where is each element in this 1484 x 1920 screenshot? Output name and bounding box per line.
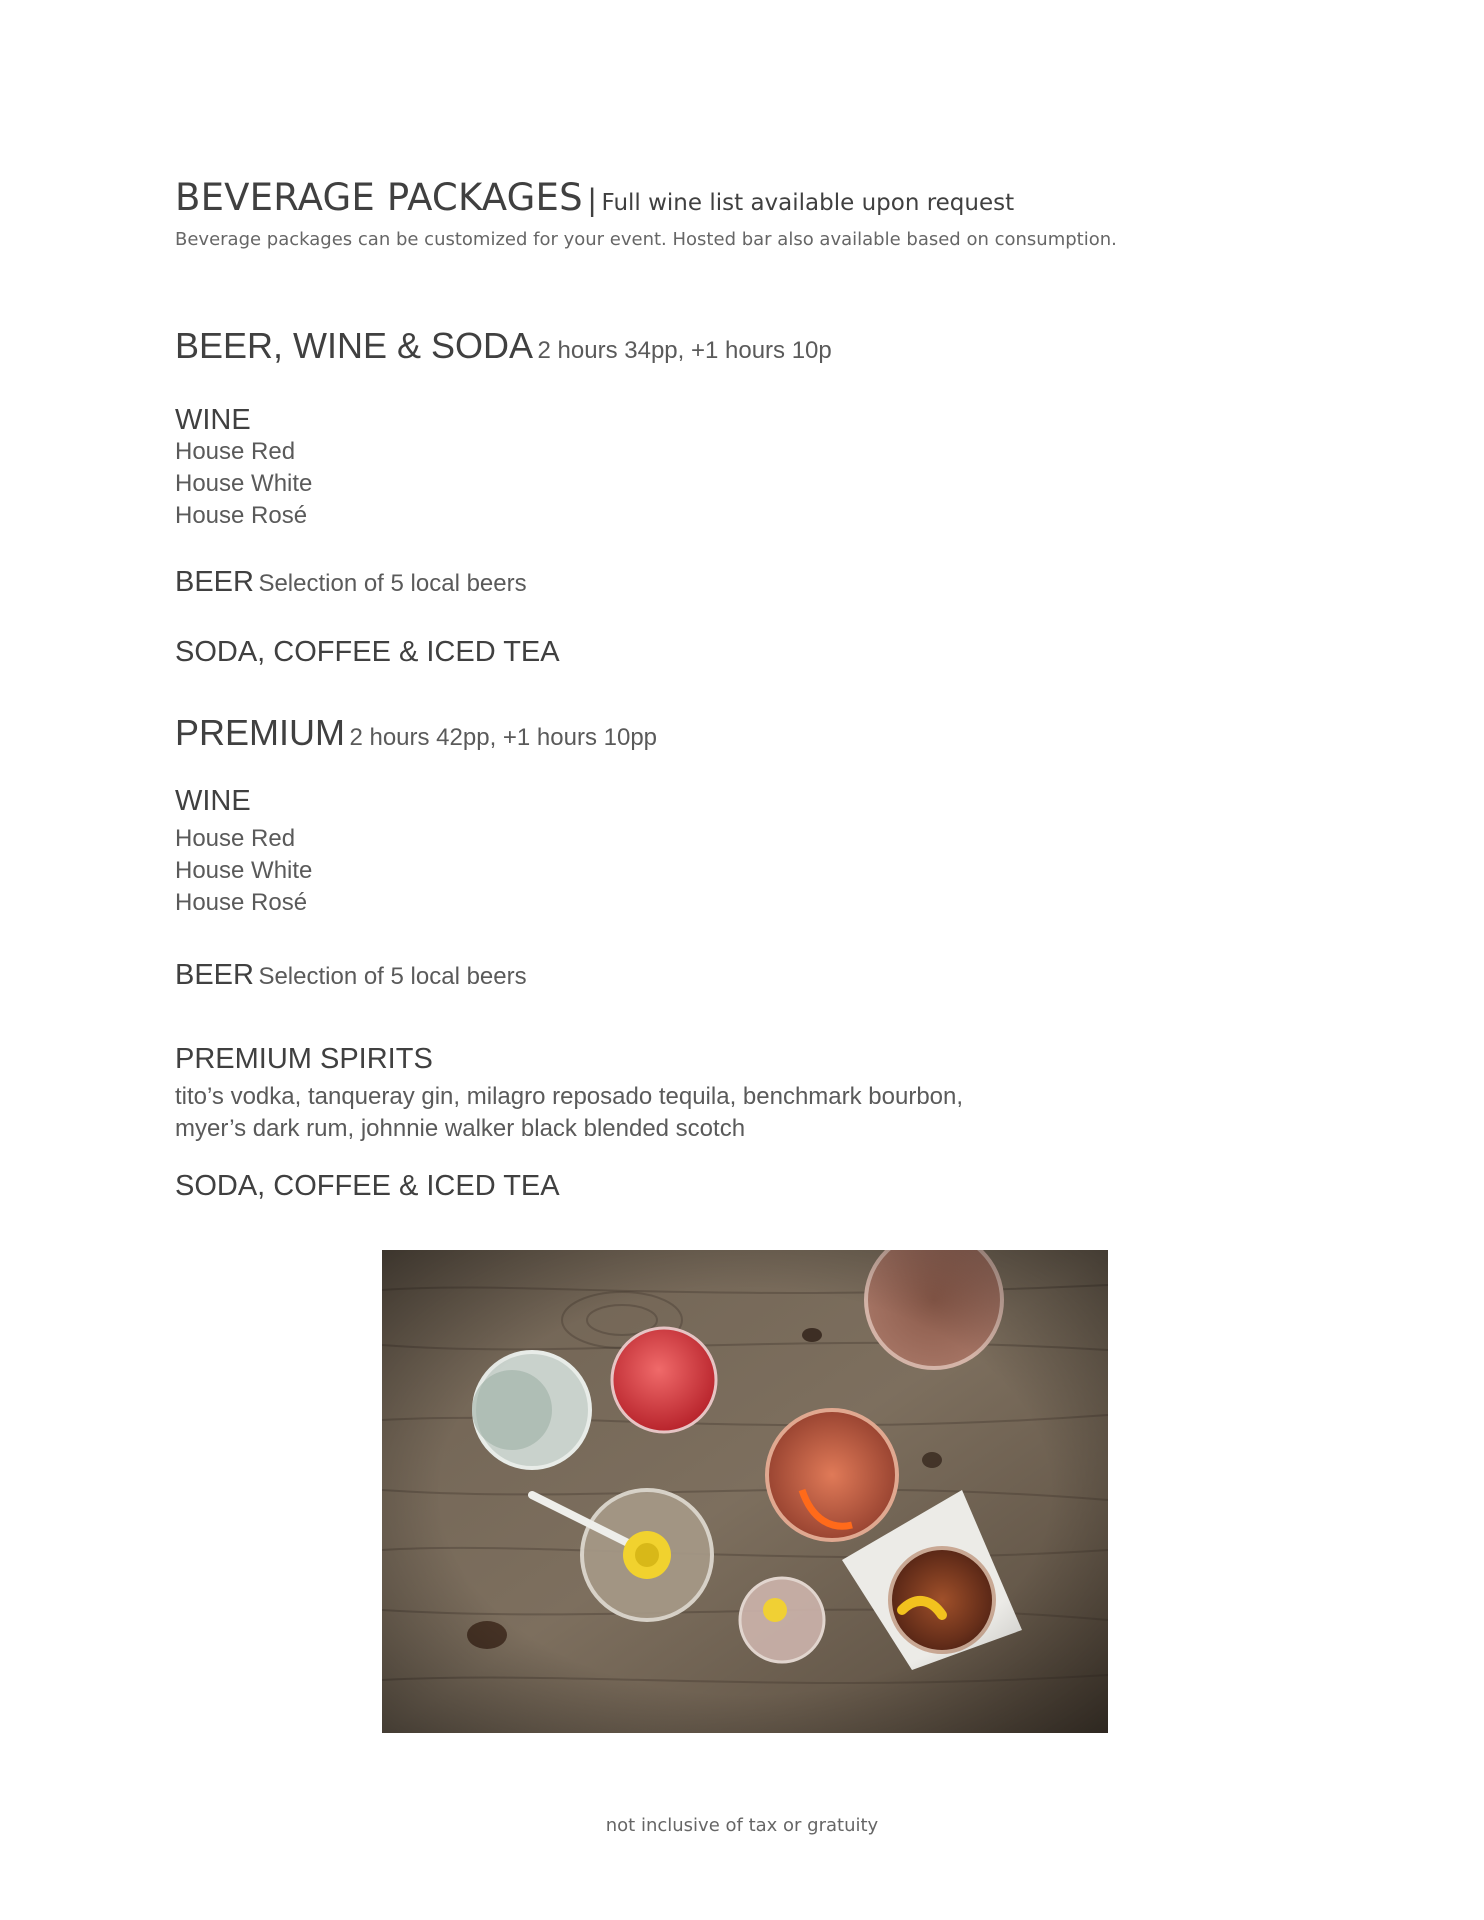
page-title-text: BEVERAGE PACKAGES xyxy=(175,176,583,219)
wine-list xyxy=(175,823,312,919)
beer-heading: BEER xyxy=(175,566,254,598)
wine-list-note: Full wine list available upon request xyxy=(601,190,1015,216)
list-item: House Red xyxy=(175,438,296,465)
list-item: House Rosé xyxy=(175,502,308,529)
list-item: House Red xyxy=(175,825,296,852)
list-item: House White xyxy=(175,470,313,497)
list-item: House White xyxy=(175,857,313,884)
package-heading xyxy=(175,325,832,367)
beer-note: Selection of 5 local beers xyxy=(258,570,527,597)
package-title: BEER, WINE & SODA xyxy=(175,325,534,366)
intro-text: Beverage packages can be customized for your event. Hosted bar also available based on consumption. xyxy=(175,229,1117,250)
beer-note: Selection of 5 local beers xyxy=(258,963,527,990)
list-item: House Rosé xyxy=(175,889,308,916)
package-price: 2 hours 34pp, +1 hours 10p xyxy=(537,337,832,364)
wine-list xyxy=(175,436,312,532)
cocktails-photo xyxy=(382,1250,1108,1733)
soda-heading: SODA, COFFEE & ICED TEA xyxy=(175,1170,560,1202)
package-title: PREMIUM xyxy=(175,712,345,753)
beer-heading: BEER xyxy=(175,959,254,991)
wine-heading: WINE xyxy=(175,404,251,436)
package-heading xyxy=(175,712,657,754)
title-separator: | xyxy=(587,183,598,217)
page-title xyxy=(175,176,1014,219)
footer-note: not inclusive of tax or gratuity xyxy=(605,1815,879,1836)
wine-heading: WINE xyxy=(175,785,251,817)
soda-heading: SODA, COFFEE & ICED TEA xyxy=(175,636,560,668)
spirits-list xyxy=(175,1081,995,1145)
package-price: 2 hours 42pp, +1 hours 10pp xyxy=(349,724,658,751)
spirits-line: tito’s vodka, tanqueray gin, milagro reposado tequila, benchmark bourbon, xyxy=(175,1083,964,1110)
beer-line xyxy=(175,566,527,599)
spirits-line: myer’s dark rum, johnnie walker black blended scotch xyxy=(175,1115,746,1142)
beer-line xyxy=(175,959,527,992)
spirits-heading: PREMIUM SPIRITS xyxy=(175,1043,433,1075)
